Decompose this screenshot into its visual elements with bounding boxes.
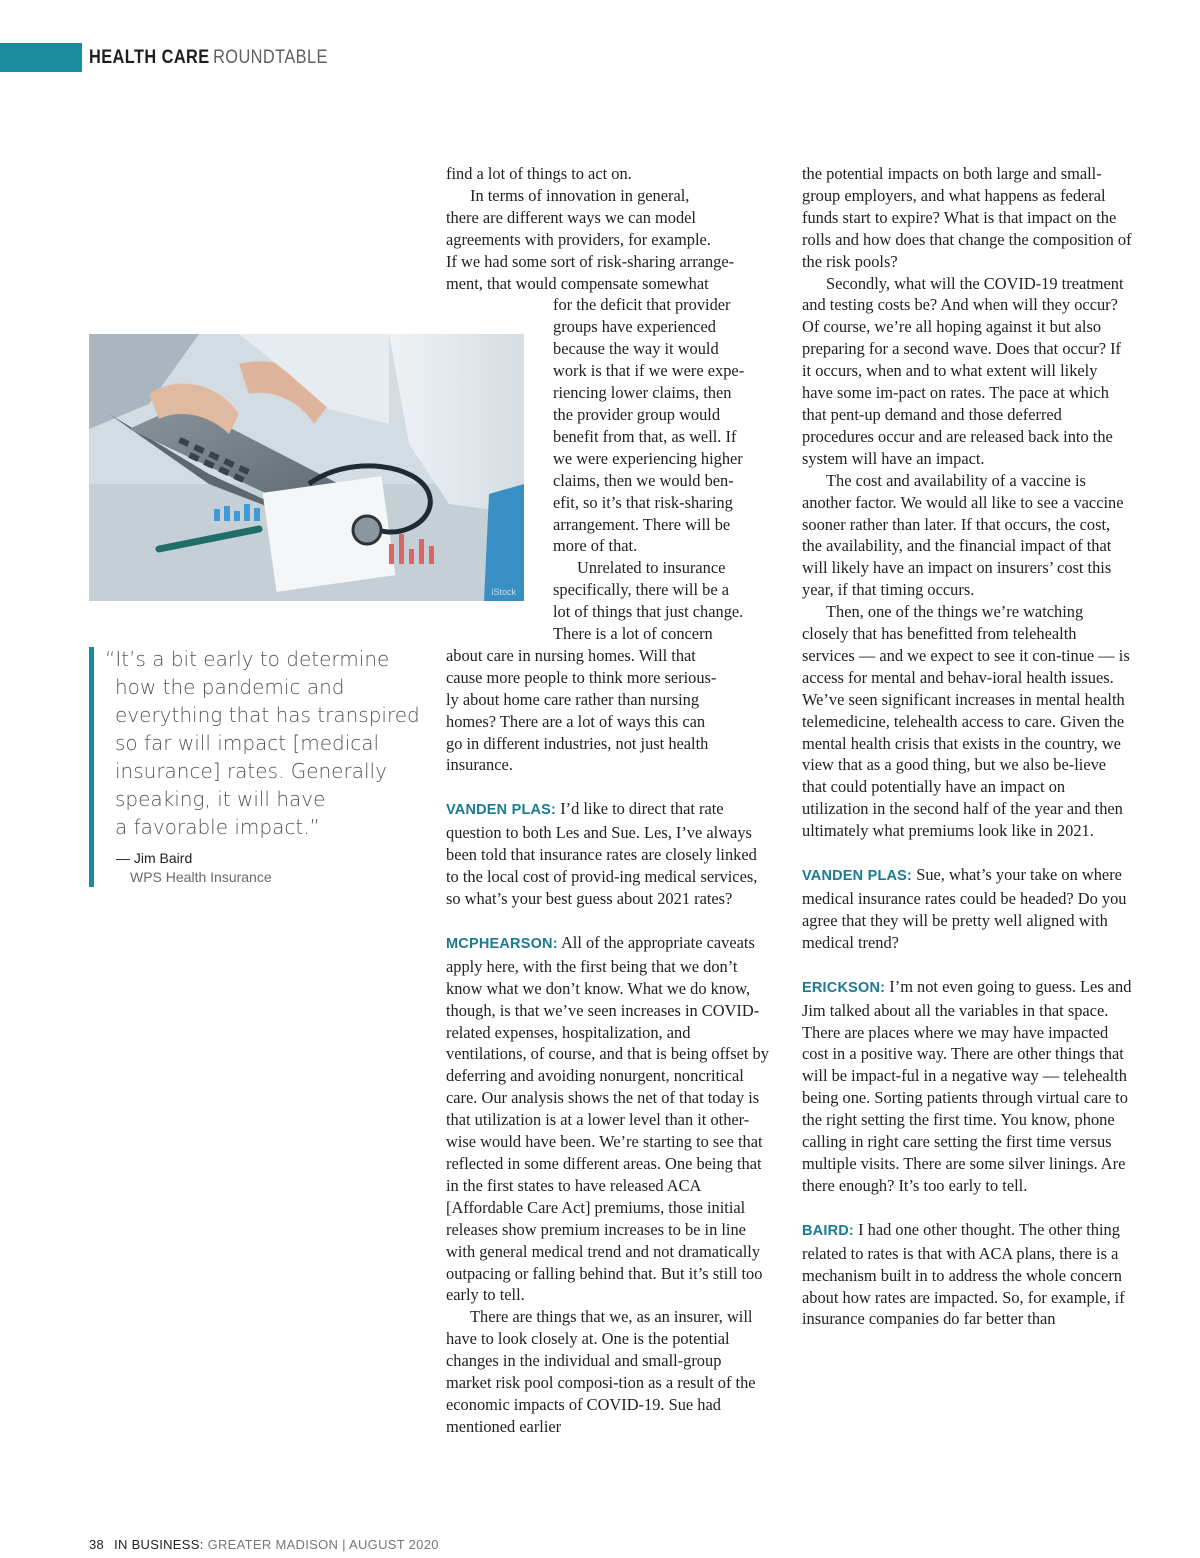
text-line: efit, so it’s that risk-sharing — [553, 492, 733, 512]
text-line: If we had some sort of risk-sharing arrange- — [446, 251, 735, 271]
text-line: riencing lower claims, then — [553, 383, 732, 403]
pull-quote-line: speaking, it will have — [115, 787, 326, 811]
text-line: go in different industries, not just health — [446, 733, 709, 753]
paragraph: Then, one of the things we’re watching closely that has benefitted from telehealth services — and we expect to see it con-tinue — is access for mental and behav-ioral health issues. We’ve seen significant increases in mental health telemedicine, telehealth access to care. Given the mental health crisis that exists in the country, we view that as a good thing, but we also be-lieve that could potentially have an impact on utilization in the second half of the year and then ultimately what premiums look like in 2021. — [802, 602, 1130, 841]
dialogue-paragraph — [802, 1219, 1132, 1331]
paragraph: There are things that we, as an insurer, will have to look closely at. One is the potential changes in the individual and small-group market risk pool composi-tion as a result of the economic impacts of COVID-19. Sue had mentioned earlier — [446, 1307, 756, 1436]
dialogue-paragraph — [802, 864, 1132, 954]
page-footer — [89, 1537, 439, 1552]
text-line: arrangement. There will be — [553, 514, 731, 534]
speaker-name: BAIRD: — [802, 1222, 854, 1239]
paragraph: find a lot of things to act on. — [446, 164, 632, 183]
text-line: the provider group would — [553, 404, 721, 424]
text-line: Unrelated to insurance — [577, 558, 726, 578]
text-line: groups have experienced — [553, 317, 716, 337]
dialogue-paragraph — [802, 976, 1132, 1197]
pull-quote-line: so far will impact [medical — [115, 731, 380, 755]
section-header-bold: HEALTH CARE — [89, 47, 210, 68]
pull-quote-bar — [89, 647, 94, 887]
text-line: work is that if we were expe- — [553, 361, 745, 381]
paragraph-text: I’d like to direct that rate question to both Les and Sue. Les, I’ve always been told that insurance rates are closely linked to the local cost of provid-ing medical services, so what’s your best guess about 2021 rates? — [446, 799, 758, 908]
page-number: 38 — [89, 1537, 105, 1552]
paragraph-text: I’m not even going to guess. Les and Jim talked about all the variables in that space. There are places where we may have impacted cost in a positive way. There are other things that will be impact-ful in a negative way — telehealth being one. Sorting patients through virtual care to the right setting the first time. You know, phone calling in right care setting the first time versus multiple visits. There are some silver linings. Are there enough? It’s too early to tell. — [802, 976, 1132, 1195]
pull-quote-attribution-org: WPS Health Insurance — [130, 869, 272, 885]
text-line: ly about home care rather than nursing — [446, 689, 700, 709]
paragraph: the potential impacts on both large and small-group employers, and what happens as federal funds start to expire? What is that impact on the rolls and how does that change the composition of the risk pools? — [802, 164, 1132, 271]
dialogue-paragraph — [446, 932, 770, 1306]
pull-quote-line: everything that has transpired — [115, 703, 420, 727]
speaker-name: VANDEN PLAS: — [802, 868, 913, 885]
text-line: there are different ways we can model — [446, 207, 696, 227]
text-line: ment, that would compensate somewhat — [446, 273, 709, 293]
paragraph-text: I had one other thought. The other thing related to rates is that with ACA plans, there is a mechanism built in to address the whole concern about how rates are impacted. So, for example, if insurance companies do far better than — [802, 1219, 1125, 1329]
text-line: for the deficit that provider — [553, 295, 731, 315]
section-header-light: ROUNDTABLE — [213, 47, 328, 68]
text-line: homes? There are a lot of ways this can — [446, 711, 706, 731]
text-line: specifically, there will be a — [553, 580, 729, 600]
issue-info: GREATER MADISON | AUGUST 2020 — [207, 1537, 439, 1552]
text-line: agreements with providers, for example. — [446, 229, 711, 249]
photo-credit: iStock — [491, 587, 516, 597]
text-line: benefit from that, as well. If — [553, 426, 737, 446]
section-color-bar — [0, 43, 82, 72]
text-line: cause more people to think more serious- — [446, 667, 717, 687]
text-line: claims, then we would ben- — [553, 470, 734, 490]
text-line: we were experiencing higher — [553, 448, 743, 468]
pull-quote-line: how the pandemic and — [115, 675, 345, 699]
pull-quote-line: “It’s a bit early to determine — [105, 647, 390, 671]
publication-name: IN BUSINESS: — [114, 1537, 204, 1552]
text-line: In terms of innovation in general, — [470, 185, 690, 205]
speaker-name: ERICKSON: — [802, 979, 886, 996]
article-column-2 — [802, 163, 1132, 1330]
paragraph: Secondly, what will the COVID-19 treatment and testing costs be? And when will they occur? Of course, we’re all hoping against it but also preparing for a second wave. Does that occur? If it occurs, when and to what extent will likely have some im-pact on rates. The pace at which that pent-up demand and those deferred procedures occur and are released back into the system will have an impact. — [802, 273, 1124, 468]
text-wrap-around-photo — [446, 294, 770, 645]
article-column-1 — [446, 163, 770, 1438]
text-line: more of that. — [553, 536, 638, 556]
paragraph-text: Sue, what’s your take on where medical insurance rates could be headed? Do you agree that they will be pretty well aligned with medical trend? — [802, 865, 1127, 952]
section-header — [89, 46, 328, 70]
speaker-name: MCPHEARSON: — [446, 935, 558, 952]
paragraph — [446, 185, 770, 776]
paragraph-text: All of the appropriate caveats apply here, with the first being that we don’t know what we don’t know. What we do know, though, is that we’ve seen increases in COVID-related expenses, hospitalization, and ventilations, of course, and that is being offset by deferring and avoiding nonurgent, noncritical care. Our analysis shows the net of that today is that utilization is at a lower level than it other-wise would have been. We’re starting to see that reflected in some different areas. One being that in the first states to have released ACA [Affordable Care Act] premiums, those initial releases show premium increases to be in line with general medical trend and not dramatically outpacing or falling behind that. But it’s still too early to tell. — [446, 932, 769, 1305]
pull-quote — [105, 645, 420, 841]
pull-quote-attribution-name: — Jim Baird — [116, 850, 193, 866]
pull-quote-line: insurance] rates. Generally — [115, 759, 387, 783]
paragraph: The cost and availability of a vaccine is another factor. We would all like to see a vaccine sooner rather than later. If that occurs, the cost, the availability, and the financial impact of that will likely have an impact on insurers’ cost this year, if that timing occurs. — [802, 470, 1124, 600]
text-line: because the way it would — [553, 339, 719, 359]
pull-quote-line: a favorable impact.” — [115, 815, 320, 839]
text-line: There is a lot of concern — [553, 624, 713, 644]
text-line: insurance. — [446, 755, 513, 775]
speaker-name: VANDEN PLAS: — [446, 802, 557, 819]
dialogue-paragraph — [446, 798, 770, 910]
text-line: about care in nursing homes. Will that — [446, 645, 696, 665]
text-line: lot of things that just change. — [553, 602, 744, 622]
